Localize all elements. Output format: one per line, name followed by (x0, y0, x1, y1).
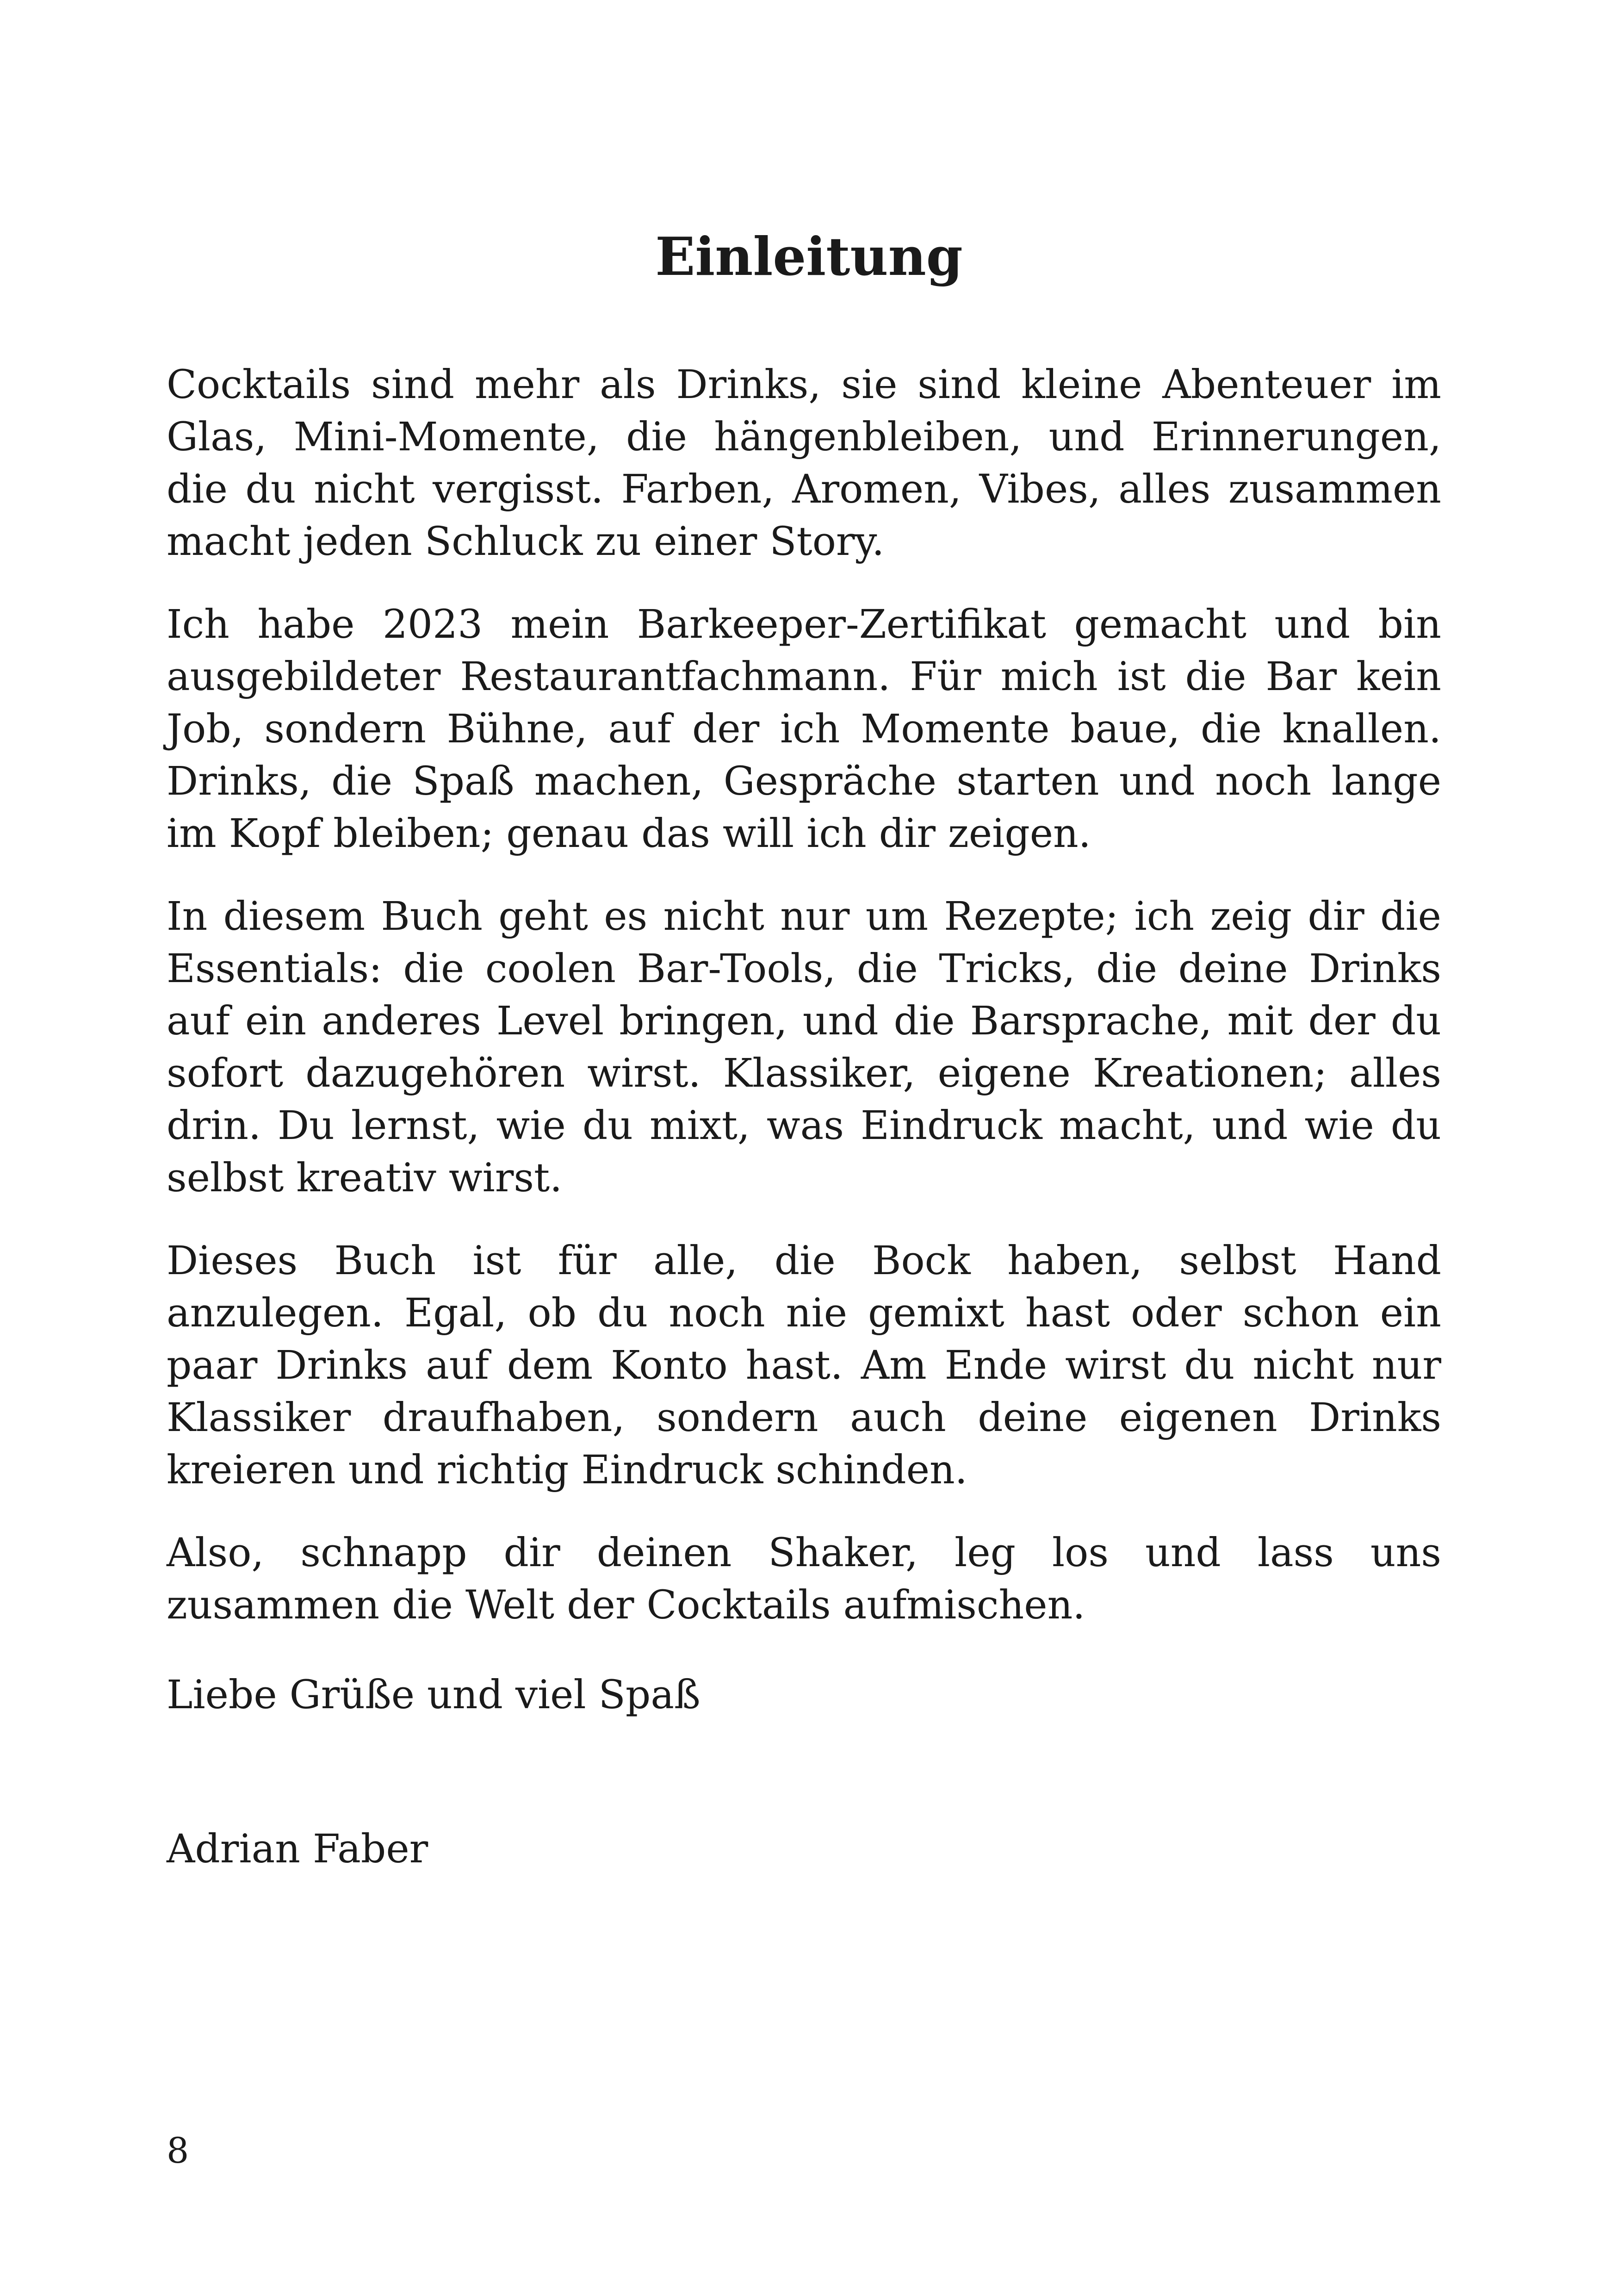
paragraph-4: Dieses Buch ist für alle, die Bock haben, selbst Hand anzulegen. Egal, ob du noch nie gemixt hast oder schon ein paar Drinks auf dem Konto hast. Am Ende wirst du nicht nur Klassiker draufhaben, sondern auch deine eigenen Drinks kreieren und richtig Eindruck schinden. (167, 1238, 1441, 1493)
page-title: Einleitung (655, 226, 963, 287)
page-number: 8 (167, 2130, 189, 2171)
paragraph-5: Also, schnapp dir deinen Shaker, leg los und lass uns zusammen die Welt der Cocktails aufmischen. (167, 1530, 1441, 1628)
paragraph-2: Ich habe 2023 mein Barkeeper-Zertifikat gemacht und bin ausgebildeter Restaurantfachmann. Für mich ist die Bar kein Job, sondern Bühne, auf der ich Momente baue, die knallen. Drinks, die Spaß machen, Gespräche starten und noch lange im Kopf bleiben; genau das will ich dir zeigen. (167, 602, 1441, 857)
paragraph-1: Cocktails sind mehr als Drinks, sie sind kleine Abenteuer im Glas, Mini-Momente, die hängenbleiben, und Erinnerungen, die du nicht vergisst. Farben, Aromen, Vibes, alles zusammen macht jeden Schluck zu einer Story. (167, 362, 1441, 565)
paragraph-3: In diesem Buch geht es nicht nur um Rezepte; ich zeig dir die Essentials: die coolen Bar-Tools, die Tricks, die deine Drinks auf ein anderes Level bringen, und die Barsprache, mit der du sofort dazugehören wirst. Klassiker, eigene Kreationen; alles drin. Du lernst, wie du mixt, was Eindruck macht, und wie du selbst kreativ wirst. (167, 894, 1441, 1201)
body-text (167, 359, 1441, 1662)
author-signature: Adrian Faber (167, 1826, 428, 1872)
closing-greeting: Liebe Grüße und viel Spaß (167, 1672, 701, 1718)
